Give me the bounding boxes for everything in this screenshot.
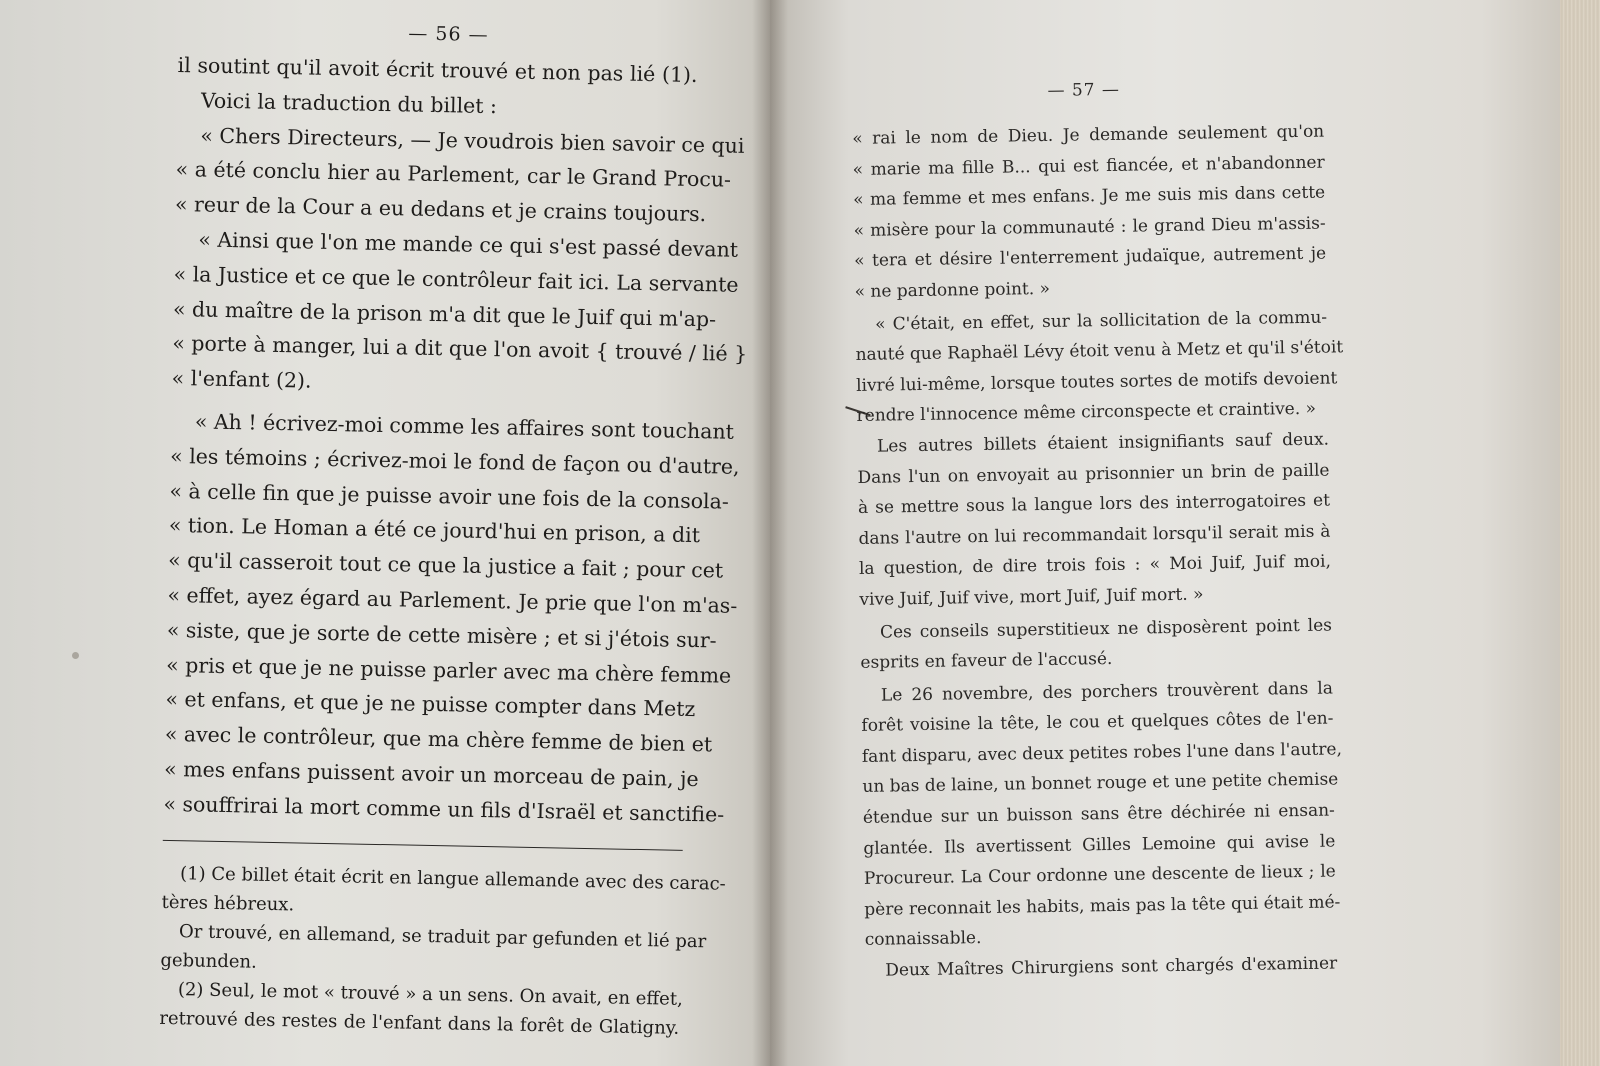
text-line: « reur de la Cour a eu dedans et je crains toujours. — [174, 192, 707, 227]
text-line: « à celle fin que je puisse avoir une fois de la consola- — [169, 478, 730, 514]
text-line: « pris et que je ne puisse parler avec ma chère femme — [165, 652, 732, 688]
text-line: « misère pour la communauté : le grand Dieu m'assis- — [853, 213, 1326, 241]
text-line: Ces conseils superstitieux ne disposèrent point les — [879, 615, 1333, 643]
text-line: il soutint qu'il avoit écrit trouvé et non pas lié (1). — [177, 52, 698, 87]
footnote-line: gebunden. — [160, 949, 258, 973]
text-line: connaissable. — [864, 928, 982, 951]
text-line: Voici la traduction du billet : — [200, 88, 498, 118]
footnote-rule — [163, 839, 683, 850]
text-line: « effet, ayez égard au Parlement. Je prie que l'on m'as- — [167, 582, 738, 618]
text-line: « la Justice et ce que le contrôleur fait ici. La servante — [173, 261, 739, 297]
text-line: la question, de dire trois fois : « Moi Juif, Juif moi, — [858, 551, 1332, 580]
text-line: esprits en faveur de l'accusé. — [860, 649, 1113, 674]
text-line: père reconnait les habits, mais pas la tête qui était mé- — [864, 892, 1341, 920]
text-line: « Chers Directeurs, — Je voudrois bien savoir ce qui — [200, 123, 745, 158]
text-line: « avec le contrôleur, que ma chère femme de bien et — [164, 722, 713, 757]
footnote-line: tères hébreux. — [161, 891, 295, 915]
text-line: forêt voisine la tête, le cou et quelques côtes de l'en- — [861, 708, 1334, 737]
text-line: un bas de laine, un bonnet rouge et une petite chemise — [862, 769, 1339, 798]
text-line: « marie ma fille B... qui est fiancée, et n'abandonner — [852, 152, 1325, 180]
text-line: à se mettre sous la langue lors des interrogatoires et — [857, 490, 1331, 519]
book-gutter — [752, 0, 788, 1066]
text-line: « Ainsi que l'on me mande ce qui s'est passé devant — [198, 227, 739, 262]
text-line: Dans l'un on envoyait au prisonnier un brin de paille — [857, 460, 1330, 488]
footnote-line: Or trouvé, en allemand, se traduit par gefunden et lié par — [178, 920, 707, 952]
text-line: « ma femme et mes enfans. Je me suis mis dans cette — [853, 182, 1326, 211]
footnote-line: (1) Ce billet était écrit en langue allemande avec des carac- — [179, 862, 726, 895]
text-line: Le 26 novembre, des porchers trouvèrent dans la — [880, 678, 1334, 706]
text-line: « les témoins ; écrivez-moi le fond de façon ou d'autre, — [169, 443, 740, 479]
text-line: « C'était, en effet, sur la sollicitation de la commu- — [874, 307, 1328, 335]
text-line: Procureur. La Cour ordonne une descente de lieux ; le — [863, 861, 1336, 890]
paper-spot — [72, 652, 79, 659]
text-line: rendre l'innocence même circonspecte et craintive. » — [856, 399, 1317, 427]
text-line: vive Juif, Juif vive, mort Juif, Juif mort. » — [859, 584, 1204, 610]
text-line: Les autres billets étaient insignifiants sauf deux. — [876, 429, 1330, 457]
text-line: « et enfans, et que je ne puisse compter dans Metz — [165, 687, 696, 722]
text-line: « mes enfans puissent avoir un morceau de pain, je — [163, 756, 699, 792]
text-line: « siste, que je sorte de cette misère ; et si j'étois sur- — [166, 617, 717, 653]
text-line: Deux Maîtres Chirurgiens sont chargés d'examiner — [885, 953, 1338, 981]
text-line: « tion. Le Homan a été ce jourd'hui en prison, a dit — [168, 513, 701, 548]
text-line: glantée. Ils avertissent Gilles Lemoine qui avise le — [863, 831, 1336, 859]
text-line: « souffrirai la mort comme un fils d'Israël et sanctifie- — [163, 791, 725, 827]
footnotes — [159, 858, 726, 1042]
text-line: « ne pardonne point. » — [854, 278, 1051, 302]
text-line: dans l'autre on lui recommandait lorsqu'il serait mis à — [858, 521, 1331, 549]
footnote-line: retrouvé des restes de l'enfant dans la forêt de Glatigny. — [159, 1007, 680, 1039]
text-line: « du maître de la prison m'a dit que le Juif qui m'ap- — [172, 296, 717, 331]
text-line: étendue sur un buisson sans être déchirée ni ensan- — [862, 800, 1336, 828]
page-number-right: — 57 — — [1047, 79, 1121, 101]
right-page-text — [852, 79, 1344, 987]
text-line: « l'enfant (2). — [171, 366, 312, 393]
text-line: « tera et désire l'enterrement judaïque, autrement je — [854, 243, 1327, 272]
page-number-left: — 56 — — [408, 22, 489, 46]
text-line: « qu'il casseroit tout ce que la justice a fait ; pour cet — [167, 548, 724, 583]
text-line: « rai le nom de Dieu. Je demande seulement qu'on — [852, 121, 1325, 149]
text-line: livré lui-même, lorsque toutes sortes de motifs devoient — [855, 368, 1338, 396]
text-line: « Ah ! écrivez-moi comme les affaires sont touchant — [194, 409, 735, 444]
text-line: nauté que Raphaël Lévy étoit venu à Metz et qu'il s'étoit — [855, 337, 1344, 366]
page-edges — [1560, 0, 1600, 1066]
text-line: « porte à manger, lui a dit que l'on avoit { trouvé / lié } — [172, 331, 748, 367]
footnote-line: (2) Seul, le mot « trouvé » a un sens. On avait, en effet, — [177, 978, 683, 1010]
text-line: fant disparu, avec deux petites robes l'une dans l'autre, — [861, 739, 1343, 767]
text-line: « a été conclu hier au Parlement, car le Grand Procu- — [175, 157, 732, 193]
left-page-text — [159, 22, 748, 1042]
